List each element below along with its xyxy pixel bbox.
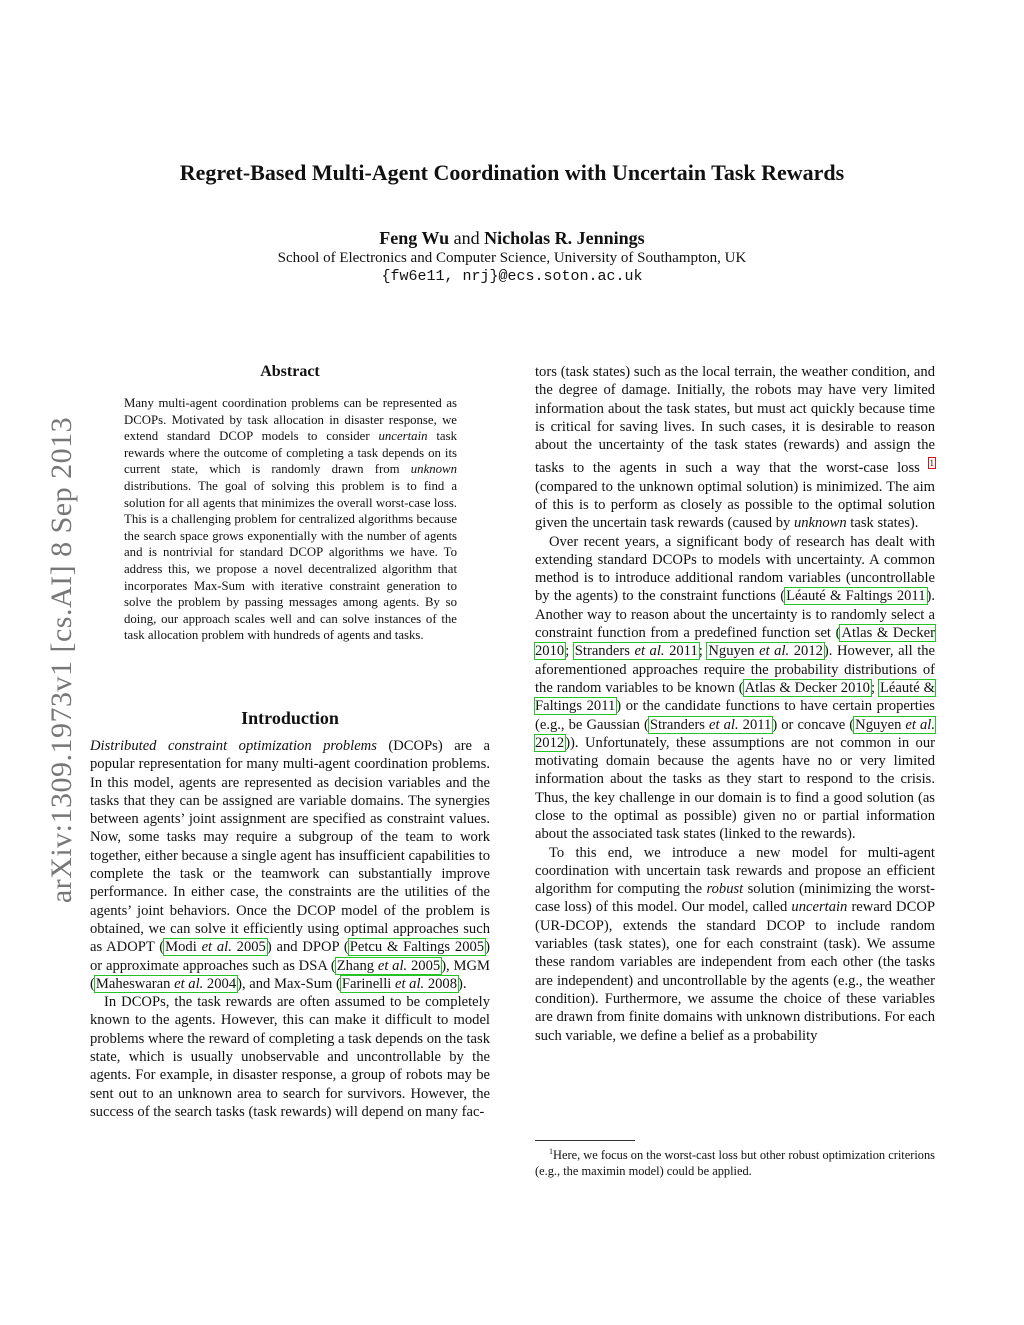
author-name: Nicholas R. Jennings: [484, 228, 645, 248]
footnote: [535, 1144, 935, 1179]
text-run: (DCOPs) are a popular representation for many multi-agent coordination problems. In this model, agents are represented as decision variables and the tasks that they can be assigned are variable domains. The synergies between agents’ joint assignment are specified as constraint values. Now, some tasks may require a subgroup of the team to work together, either because a single agent has insufficient capabilities to complete the task or the teamwork can substantially improve performance. In either case, the constraints are the utilities of the agents’ joint behaviors. Once the DCOP model of the problem is obtained, we can solve it efficiently using optimal approaches such as ADOPT (: [90, 738, 490, 956]
text-run: ) or the candidate functions to have certain properties (e.g., be Gaussian (: [535, 698, 935, 733]
emphasis: Distributed constraint optimization problems: [90, 738, 377, 754]
text-run: ). However, all the aforementioned approaches require the probability distributions of the random variables to be known (: [535, 643, 936, 696]
abstract-heading: Abstract: [260, 363, 320, 380]
paragraph: [535, 363, 935, 533]
text-run: (compared to the unknown optimal solution) is minimized. The aim of this is to perform as closely as possible to the optimal solution given the uncertain task rewards (caused by: [535, 478, 935, 532]
text-run: )). Unfortunately, these assumptions are not common in our motivating domain because the agents have no or very limited information about the tasks as they start to respond to the crisis. Thus, the key challenge in our domain is to find a good solution (as close to the optimal as possible) given no or partial information about the associated task states (linked to the rewards).: [535, 734, 935, 843]
text-run: task states).: [846, 515, 919, 532]
authors-line: [0, 228, 1024, 249]
text-run: ;: [565, 643, 574, 660]
citation-link[interactable]: Stranders et al. 2011: [574, 643, 698, 660]
left-column: [90, 737, 490, 1121]
text-run: ), and Max-Sum (: [237, 975, 341, 992]
paragraph: In DCOPs, the task rewards are often assumed to be completely known to the agents. However, this can make it difficult to model problems where the reward of completing a task depends on the task state, which is usually unobservable and uncontrollable by the agents. For example, in disaster response, a group of robots may be sent out to an unknown area to search for survivors. However, the success of the search tasks (task rewards) will depend on many fac-: [90, 994, 490, 1120]
citation-link[interactable]: Atlas & Decker 2010: [535, 625, 935, 660]
citation-link[interactable]: Léauté & Faltings 2011: [535, 679, 936, 715]
paragraph: [535, 533, 935, 844]
emphasis: unknown: [793, 515, 847, 532]
text-run: Many multi-agent coordination problems can be represented as DCOPs. Motivated by task allocation in disaster response, we extend standard DCOP models to consider: [124, 396, 457, 444]
citation-link[interactable]: Nguyen et al. 2012: [708, 643, 823, 660]
and-word: and: [453, 228, 480, 248]
email-line: {fw6e11, nrj}@ecs.soton.ac.uk: [381, 268, 643, 285]
footnote-divider: [535, 1140, 635, 1141]
right-column: [535, 363, 935, 1045]
emphasis: unknown: [410, 462, 457, 477]
text-run: ) or concave (: [772, 716, 855, 733]
citation-link[interactable]: Maheswaran et al. 2004: [95, 975, 237, 992]
footnote-mark: 1: [549, 1147, 553, 1156]
text-run: ), MGM (: [90, 957, 490, 992]
author-name: Feng Wu: [379, 228, 450, 248]
text-run: distributions. The goal of solving this problem is to find a solution for all agents that minimizes the overall worst-case loss. This is a challenging problem for centralized algorithms because the search space grows exponentially with the number of agents and is nontrivial for standard DCOP algorithms we have. To address this, we propose a novel decentralized algorithm that incorporates Max-Sum with iterative constraint generation to solve the problem by passing messages among agents. By so doing, our approach scales well and can solve instances of the task allocation problem with hundreds of agents and tasks.: [124, 478, 457, 643]
text-run: ;: [698, 643, 708, 660]
text-run: ) and DPOP (: [266, 939, 349, 956]
citation-link[interactable]: Zhang et al. 2005: [336, 957, 441, 974]
text-run: reward DCOP (UR-DCOP), extends the standard DCOP to include random variables (task states), one for each constraint (task). We assume these random variables are independent from each other (the tasks are independent) and uncontrollable by the agents (e.g., the weather condition). Furthermore, we assume the choice of these variables are drawn from finite domains with unknown distributions. For each such variable, we define a belief as a probability: [535, 899, 935, 1044]
arxiv-stamp: arXiv:1309.1973v1 [cs.AI] 8 Sep 2013: [45, 416, 78, 904]
emphasis: uncertain: [791, 899, 848, 916]
text-run: To this end, we introduce a new model for multi-agent coordination with uncertain task rewards and propose an efficient algorithm for computing the: [535, 844, 935, 898]
paragraph: [90, 737, 490, 993]
affiliation: School of Electronics and Computer Science, University of Southampton, UK: [277, 250, 747, 266]
citation-link[interactable]: Nguyen et al. 2012: [535, 716, 936, 751]
paragraph: [535, 844, 935, 1045]
text-run: ;: [870, 679, 879, 696]
citation-link[interactable]: Léauté & Faltings 2011: [786, 588, 926, 605]
citation-link[interactable]: Farinelli et al. 2008: [341, 975, 458, 992]
footnote-link[interactable]: 1: [929, 458, 934, 469]
citation-link[interactable]: Atlas & Decker 2010: [744, 679, 870, 696]
citation-link[interactable]: Modi et al. 2005: [165, 939, 266, 956]
emphasis: uncertain: [378, 429, 428, 444]
text-run: solution (minimizing the worst-case loss) of this model. Our model, called: [535, 881, 935, 916]
footnote-text: Here, we focus on the worst-cast loss but other robust optimization criterions (e.g., the maximin model) could be applied.: [535, 1148, 935, 1179]
text-run: tors (task states) such as the local terrain, the weather condition, and the degree of damage. Initially, the robots may have very limited information about the task states, but must act quickly because time is critical for saving lives. In such cases, it is desirable to reason about the uncertainty of the task states (rewards) and assign the tasks to the agents in such a way that the worst-case loss: [535, 364, 935, 477]
text-run: ). Another way to reason about the uncertainty is to randomly select a constraint function from a predefined function set (: [535, 588, 936, 642]
section-heading-introduction: Introduction: [241, 708, 339, 728]
text-run: ).: [458, 975, 467, 992]
paper-title: Regret-Based Multi-Agent Coordination with Uncertain Task Rewards: [179, 160, 845, 185]
text-run: Over recent years, a significant body of research has dealt with extending standard DCOPs to models with uncertainty. A common method is to introduce additional random variables (uncontrollable by the agents) to the constraint functions (: [535, 533, 935, 605]
text-run: task rewards where the outcome of completing a task depends on its current state, which is randomly drawn from: [124, 429, 457, 477]
text-run: ) or approximate approaches such as DSA (: [90, 939, 490, 974]
citation-link[interactable]: Stranders et al. 2011: [649, 716, 772, 733]
citation-link[interactable]: Petcu & Faltings 2005: [349, 939, 485, 956]
emphasis: robust: [706, 881, 744, 898]
abstract-body: [124, 395, 457, 644]
